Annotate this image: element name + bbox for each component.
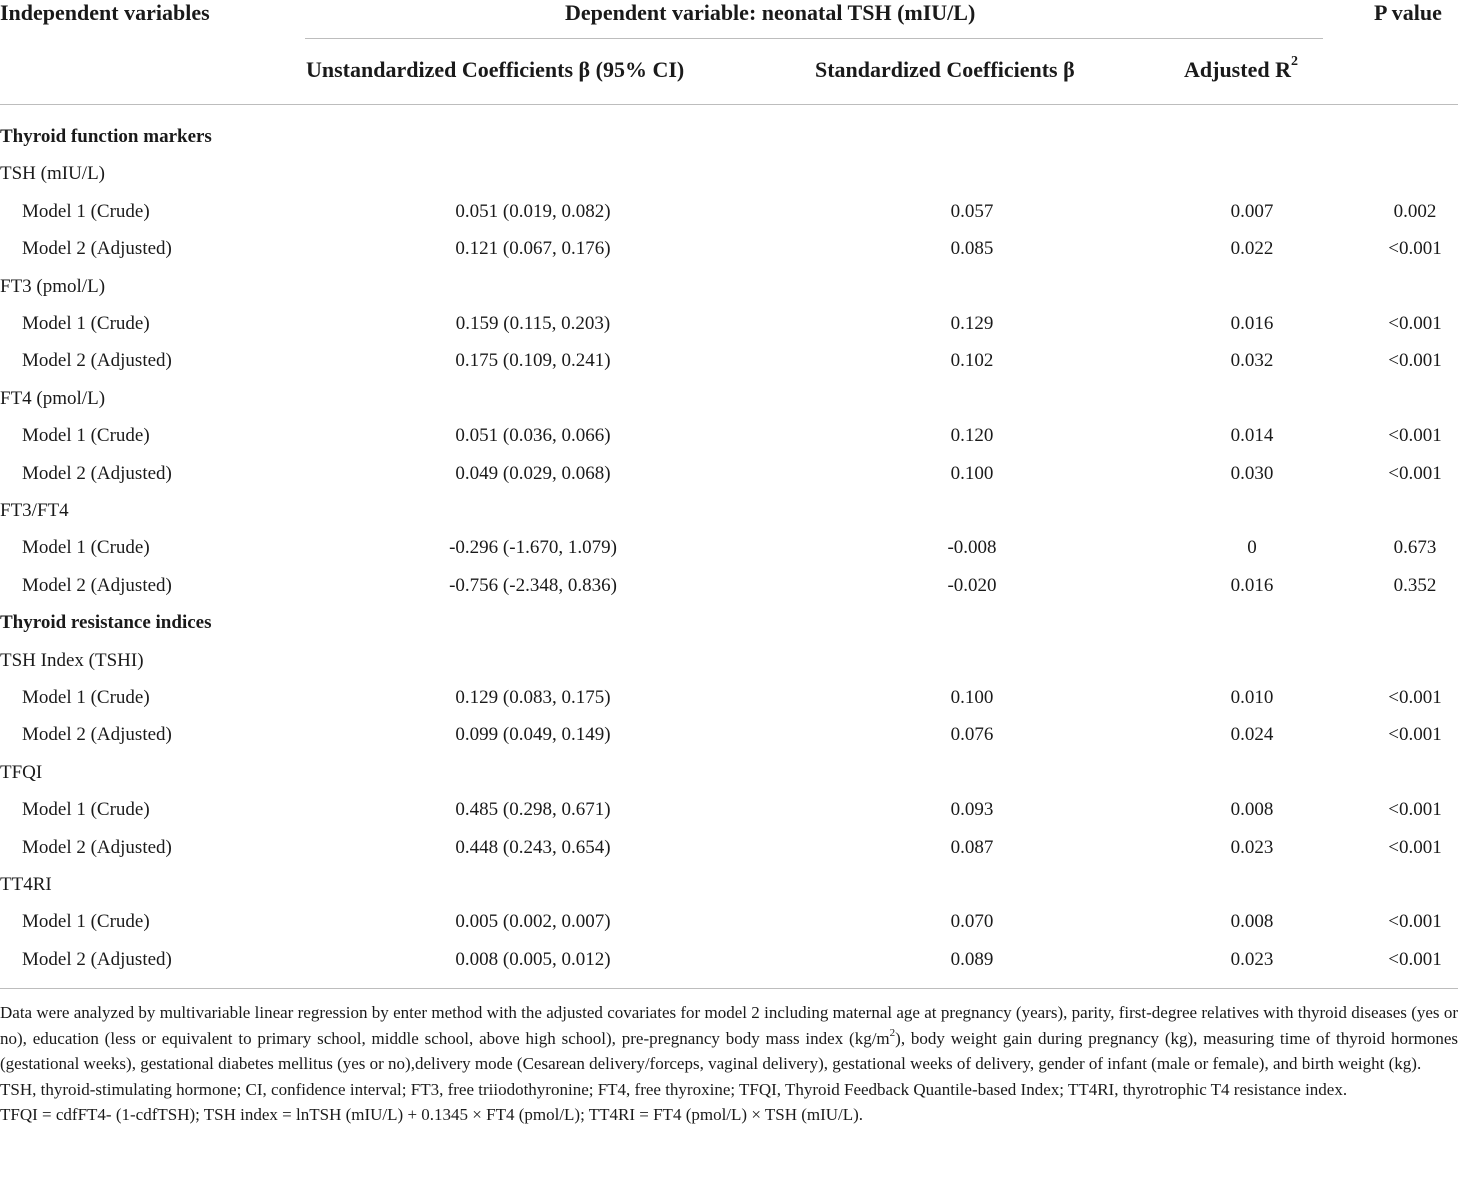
cell-adjusted-r2: 0.030 [1230, 462, 1274, 484]
table-row [0, 941, 1460, 978]
cell-p-value: <0.001 [1388, 238, 1442, 260]
cell-adjusted-r2: 0.008 [1230, 911, 1274, 933]
variable-label: TSH Index (TSHI) [0, 649, 144, 671]
cell-p-value: <0.001 [1388, 687, 1442, 708]
model-label: Model 2 (Adjusted) [22, 238, 172, 260]
cell-standardized-beta: 0.120 [950, 425, 994, 447]
cell-standardized-beta: 0.100 [950, 462, 994, 484]
cell-unstandardized-beta: -0.296 (-1.670, 1.079) [449, 537, 617, 559]
cell-adjusted-r2: 0.023 [1230, 948, 1274, 970]
cell-adjusted-r2: 0.024 [1230, 724, 1274, 746]
model-label: Model 1 (Crude) [22, 799, 150, 821]
cell-unstandardized-beta: -0.756 (-2.348, 0.836) [449, 574, 617, 596]
cell-standardized-beta: 0.089 [950, 948, 994, 970]
cell-unstandardized-beta: 0.485 (0.298, 0.671) [455, 799, 611, 821]
variable-row [0, 642, 1460, 679]
variable-label: FT3 (pmol/L) [0, 275, 106, 297]
cell-standardized-beta: -0.008 [947, 537, 997, 559]
cell-p-value: 0.002 [1393, 200, 1437, 222]
model-label: Model 1 (Crude) [22, 425, 150, 447]
variable-label: FT4 (pmol/L) [0, 387, 106, 409]
footnote-methods-superscript: 2 [889, 1026, 896, 1039]
cell-standardized-beta: 0.057 [950, 200, 994, 222]
footnote-formulas: TFQI = cdfFT4- (1-cdfTSH); TSH index = lnTSH (mIU/L) + 0.1345 × FT4 (pmol/L); TT4RI = FT4 (pmol/L) × TSH (mIU/L). [0, 1105, 864, 1124]
section-label: Thyroid resistance indices [0, 612, 212, 634]
cell-p-value: <0.001 [1388, 425, 1442, 447]
section-header-row [0, 604, 1460, 641]
header-dependent-variable: Dependent variable: neonatal TSH (mIU/L) [565, 0, 976, 25]
cell-adjusted-r2: 0.032 [1230, 350, 1274, 372]
cell-adjusted-r2: 0.016 [1230, 313, 1274, 334]
variable-row [0, 492, 1460, 529]
table-row [0, 679, 1460, 716]
variable-row [0, 866, 1460, 903]
cell-p-value: 0.673 [1393, 537, 1437, 559]
cell-p-value: <0.001 [1388, 462, 1442, 484]
model-label: Model 1 (Crude) [22, 537, 150, 559]
model-label: Model 1 (Crude) [22, 911, 150, 933]
model-label: Model 2 (Adjusted) [22, 724, 172, 746]
cell-unstandardized-beta: 0.121 (0.067, 0.176) [455, 238, 611, 260]
adjusted-r2-superscript: 2 [1290, 53, 1298, 69]
cell-p-value: <0.001 [1388, 799, 1442, 821]
cell-p-value: <0.001 [1388, 911, 1442, 933]
cell-unstandardized-beta: 0.448 (0.243, 0.654) [455, 836, 611, 858]
cell-standardized-beta: 0.100 [950, 687, 994, 708]
cell-adjusted-r2: 0.014 [1230, 425, 1274, 447]
table-row [0, 230, 1460, 267]
cell-adjusted-r2: 0.023 [1230, 836, 1274, 858]
cell-adjusted-r2: 0.022 [1230, 238, 1274, 260]
variable-label: TSH (mIU/L) [0, 163, 106, 185]
footnote-methods-part2: ), body weight gain during pregnancy (kg), measuring time of thyroid hormones (gestational weeks), gestational diabetes mellitus (yes or no),delivery mode (Cesarean delivery/forceps, vaginal delivery), gestational weeks of delivery, gender of infant (male or female), and birth weight (kg). [0, 1028, 1458, 1073]
table-row [0, 529, 1460, 566]
cell-adjusted-r2: 0.010 [1230, 687, 1274, 708]
table-row [0, 455, 1460, 492]
cell-standardized-beta: -0.020 [947, 574, 997, 596]
footnote-methods-part1: Data were analyzed by multivariable linear regression by enter method with the adjusted covariates for model 2 including maternal age at pregnancy (years), parity, first-degree relatives with thyroid diseases (yes or no), education (less or equivalent to primary school, middle school, above high school), pre-pregnancy body mass index (kg/m [0, 1003, 1458, 1048]
cell-unstandardized-beta: 0.175 (0.109, 0.241) [455, 350, 611, 372]
cell-standardized-beta: 0.087 [950, 836, 994, 858]
cell-standardized-beta: 0.076 [950, 724, 994, 746]
model-label: Model 2 (Adjusted) [22, 462, 172, 484]
variable-row [0, 754, 1460, 791]
adjusted-r2-label: Adjusted R [1184, 57, 1291, 82]
model-label: Model 1 (Crude) [22, 313, 150, 334]
cell-unstandardized-beta: 0.049 (0.029, 0.068) [455, 462, 611, 484]
header-span-rule [305, 38, 1323, 39]
cell-unstandardized-beta: 0.008 (0.005, 0.012) [455, 948, 611, 970]
cell-adjusted-r2: 0.008 [1230, 799, 1274, 821]
table-footnotes [0, 1000, 1458, 1128]
cell-p-value: <0.001 [1388, 313, 1442, 334]
cell-unstandardized-beta: 0.051 (0.019, 0.082) [455, 200, 611, 222]
variable-row [0, 380, 1460, 417]
header-standardized-coefficients: Standardized Coefficients β [815, 57, 1075, 82]
table-row [0, 417, 1460, 454]
model-label: Model 2 (Adjusted) [22, 350, 172, 372]
model-label: Model 2 (Adjusted) [22, 948, 172, 970]
cell-unstandardized-beta: 0.159 (0.115, 0.203) [455, 313, 611, 334]
section-label: Thyroid function markers [0, 126, 212, 147]
header-independent-variables: Independent variables [0, 0, 210, 25]
cell-standardized-beta: 0.102 [950, 350, 994, 372]
cell-standardized-beta: 0.129 [950, 313, 994, 334]
variable-label: FT3/FT4 [0, 500, 69, 521]
cell-standardized-beta: 0.093 [950, 799, 994, 821]
variable-row [0, 155, 1460, 192]
cell-p-value: <0.001 [1388, 724, 1442, 746]
table-row [0, 791, 1460, 828]
table-row [0, 567, 1460, 604]
footnote-abbreviations: TSH, thyroid-stimulating hormone; CI, confidence interval; FT3, free triiodothyronine; FT4, free thyroxine; TFQI, Thyroid Feedback Quantile-based Index; TT4RI, thyrotrophic T4 resistance index. [0, 1079, 1348, 1099]
table-row [0, 305, 1460, 342]
model-label: Model 2 (Adjusted) [22, 836, 172, 858]
cell-p-value: <0.001 [1388, 836, 1442, 858]
cell-adjusted-r2: 0.007 [1230, 200, 1274, 222]
cell-unstandardized-beta: 0.129 (0.083, 0.175) [455, 687, 611, 708]
cell-unstandardized-beta: 0.005 (0.002, 0.007) [455, 911, 611, 933]
header-unstandardized-coefficients: Unstandardized Coefficients β (95% CI) [306, 57, 685, 82]
cell-adjusted-r2: 0.016 [1230, 574, 1274, 596]
variable-label: TFQI [0, 761, 43, 783]
table-row [0, 829, 1460, 866]
cell-standardized-beta: 0.070 [950, 911, 994, 933]
model-label: Model 1 (Crude) [22, 200, 150, 222]
footnote-methods [0, 1000, 1458, 1077]
model-label: Model 2 (Adjusted) [22, 574, 172, 596]
variable-label: TT4RI [0, 874, 52, 895]
table-bottom-rule [0, 988, 1458, 989]
cell-unstandardized-beta: 0.051 (0.036, 0.066) [455, 425, 611, 447]
table-row [0, 903, 1460, 940]
header-bottom-rule [0, 104, 1458, 105]
cell-adjusted-r2: 0 [1247, 537, 1257, 559]
cell-unstandardized-beta: 0.099 (0.049, 0.149) [455, 724, 611, 746]
cell-p-value: <0.001 [1388, 948, 1442, 970]
table-row [0, 342, 1460, 379]
header-p-value: P value [1374, 0, 1442, 25]
table-row [0, 716, 1460, 753]
section-header-row [0, 118, 1460, 155]
cell-standardized-beta: 0.085 [950, 238, 994, 260]
model-label: Model 1 (Crude) [22, 687, 150, 708]
cell-p-value: <0.001 [1388, 350, 1442, 372]
cell-p-value: 0.352 [1393, 574, 1437, 596]
variable-row [0, 268, 1460, 305]
table-row [0, 193, 1460, 230]
header-adjusted-r2 [1184, 53, 1298, 83]
